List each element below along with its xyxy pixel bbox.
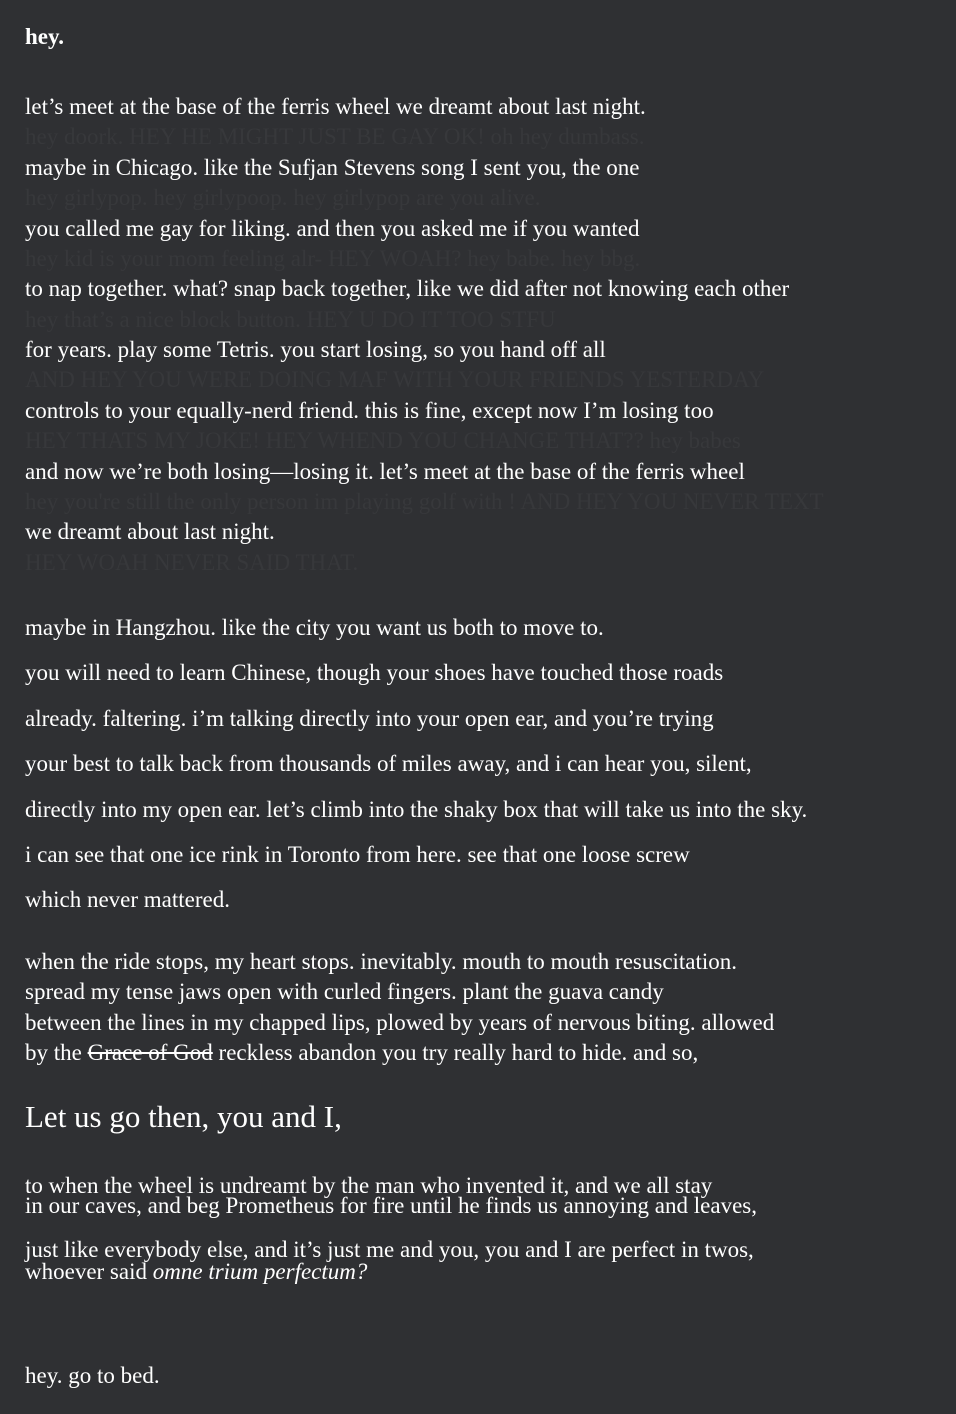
poem-text: whoever said — [25, 1259, 153, 1284]
italic-text: omne trium perfectum? — [152, 1259, 368, 1284]
poem-title: hey. — [25, 24, 64, 49]
poem-text: reckless abandon you try really hard to hide. and so, — [212, 1040, 699, 1065]
ghost-line: hey girlypop. hey girlypoop. hey girlypop are you alive. — [25, 185, 541, 210]
ghost-line: AND HEY YOU WERE DOING MAF WITH YOUR FRIENDS YESTERDAY — [25, 367, 765, 392]
poem-line: maybe in Hangzhou. like the city you want us both to move to. — [25, 615, 604, 640]
ghost-line: hey doork. HEY HE MIGHT JUST BE GAY OK! oh hey dumbass. — [25, 124, 645, 149]
closing-line: hey. go to bed. — [25, 1363, 160, 1388]
poem-line: to nap together. what? snap back together, like we did after not knowing each other — [25, 276, 790, 301]
poem-text: by the — [25, 1040, 88, 1065]
ghost-line: HEY THATS MY JOKE! HEY WHEND YOU CHANGE THAT?? hey babes — [25, 428, 741, 453]
poem-line: spread my tense jaws open with curled fingers. plant the guava candy — [25, 979, 664, 1004]
poem-line: your best to talk back from thousands of miles away, and i can hear you, silent, — [25, 751, 752, 776]
poem-line: already. faltering. i’m talking directly into your open ear, and you’re trying — [25, 706, 714, 731]
ghost-line: HEY WOAH NEVER SAID THAT. — [25, 550, 359, 575]
poem-line — [25, 1260, 367, 1283]
poem-line: for years. play some Tetris. you start losing, so you hand off all — [25, 337, 606, 362]
large-poem-line: Let us go then, you and I, — [25, 1099, 342, 1134]
poem-line — [25, 1041, 698, 1064]
poem-line: directly into my open ear. let’s climb into the shaky box that will take us into the sky. — [25, 797, 808, 822]
poem-line: when the ride stops, my heart stops. inevitably. mouth to mouth resuscitation. — [25, 949, 738, 974]
poem-line: you called me gay for liking. and then you asked me if you wanted — [25, 216, 640, 241]
poem-line: let’s meet at the base of the ferris wheel we dreamt about last night. — [25, 94, 646, 119]
poem-line: in our caves, and beg Prometheus for fire until he finds us annoying and leaves, — [25, 1193, 757, 1218]
poem-line: and now we’re both losing—losing it. let’s meet at the base of the ferris wheel — [25, 459, 745, 484]
poem-line: controls to your equally-nerd friend. this is fine, except now I’m losing too — [25, 398, 714, 423]
poem-line: i can see that one ice rink in Toronto from here. see that one loose screw — [25, 842, 690, 867]
struck-text: Grace of God — [87, 1040, 213, 1065]
ghost-line: hey kid is your mom feeling alr- HEY WOAH? hey babe. hey bbg. — [25, 246, 641, 271]
ghost-line: hey that’s a nice block button. HEY U DO IT TOO STFU — [25, 307, 556, 332]
poem-line: between the lines in my chapped lips, plowed by years of nervous biting. allowed — [25, 1010, 775, 1035]
poem-line: just like everybody else, and it’s just me and you, you and I are perfect in twos, — [25, 1237, 754, 1262]
poem-line: maybe in Chicago. like the Sufjan Stevens song I sent you, the one — [25, 155, 640, 180]
poem-line: you will need to learn Chinese, though your shoes have touched those roads — [25, 660, 724, 685]
poem-line: which never mattered. — [25, 887, 230, 912]
ghost-line: hey you're still the only person im playing golf with ! AND HEY YOU NEVER TEXT — [25, 489, 824, 514]
poem-line: we dreamt about last night. — [25, 519, 275, 544]
poem-line: to when the wheel is undreamt by the man who invented it, and we all stay — [25, 1173, 713, 1198]
